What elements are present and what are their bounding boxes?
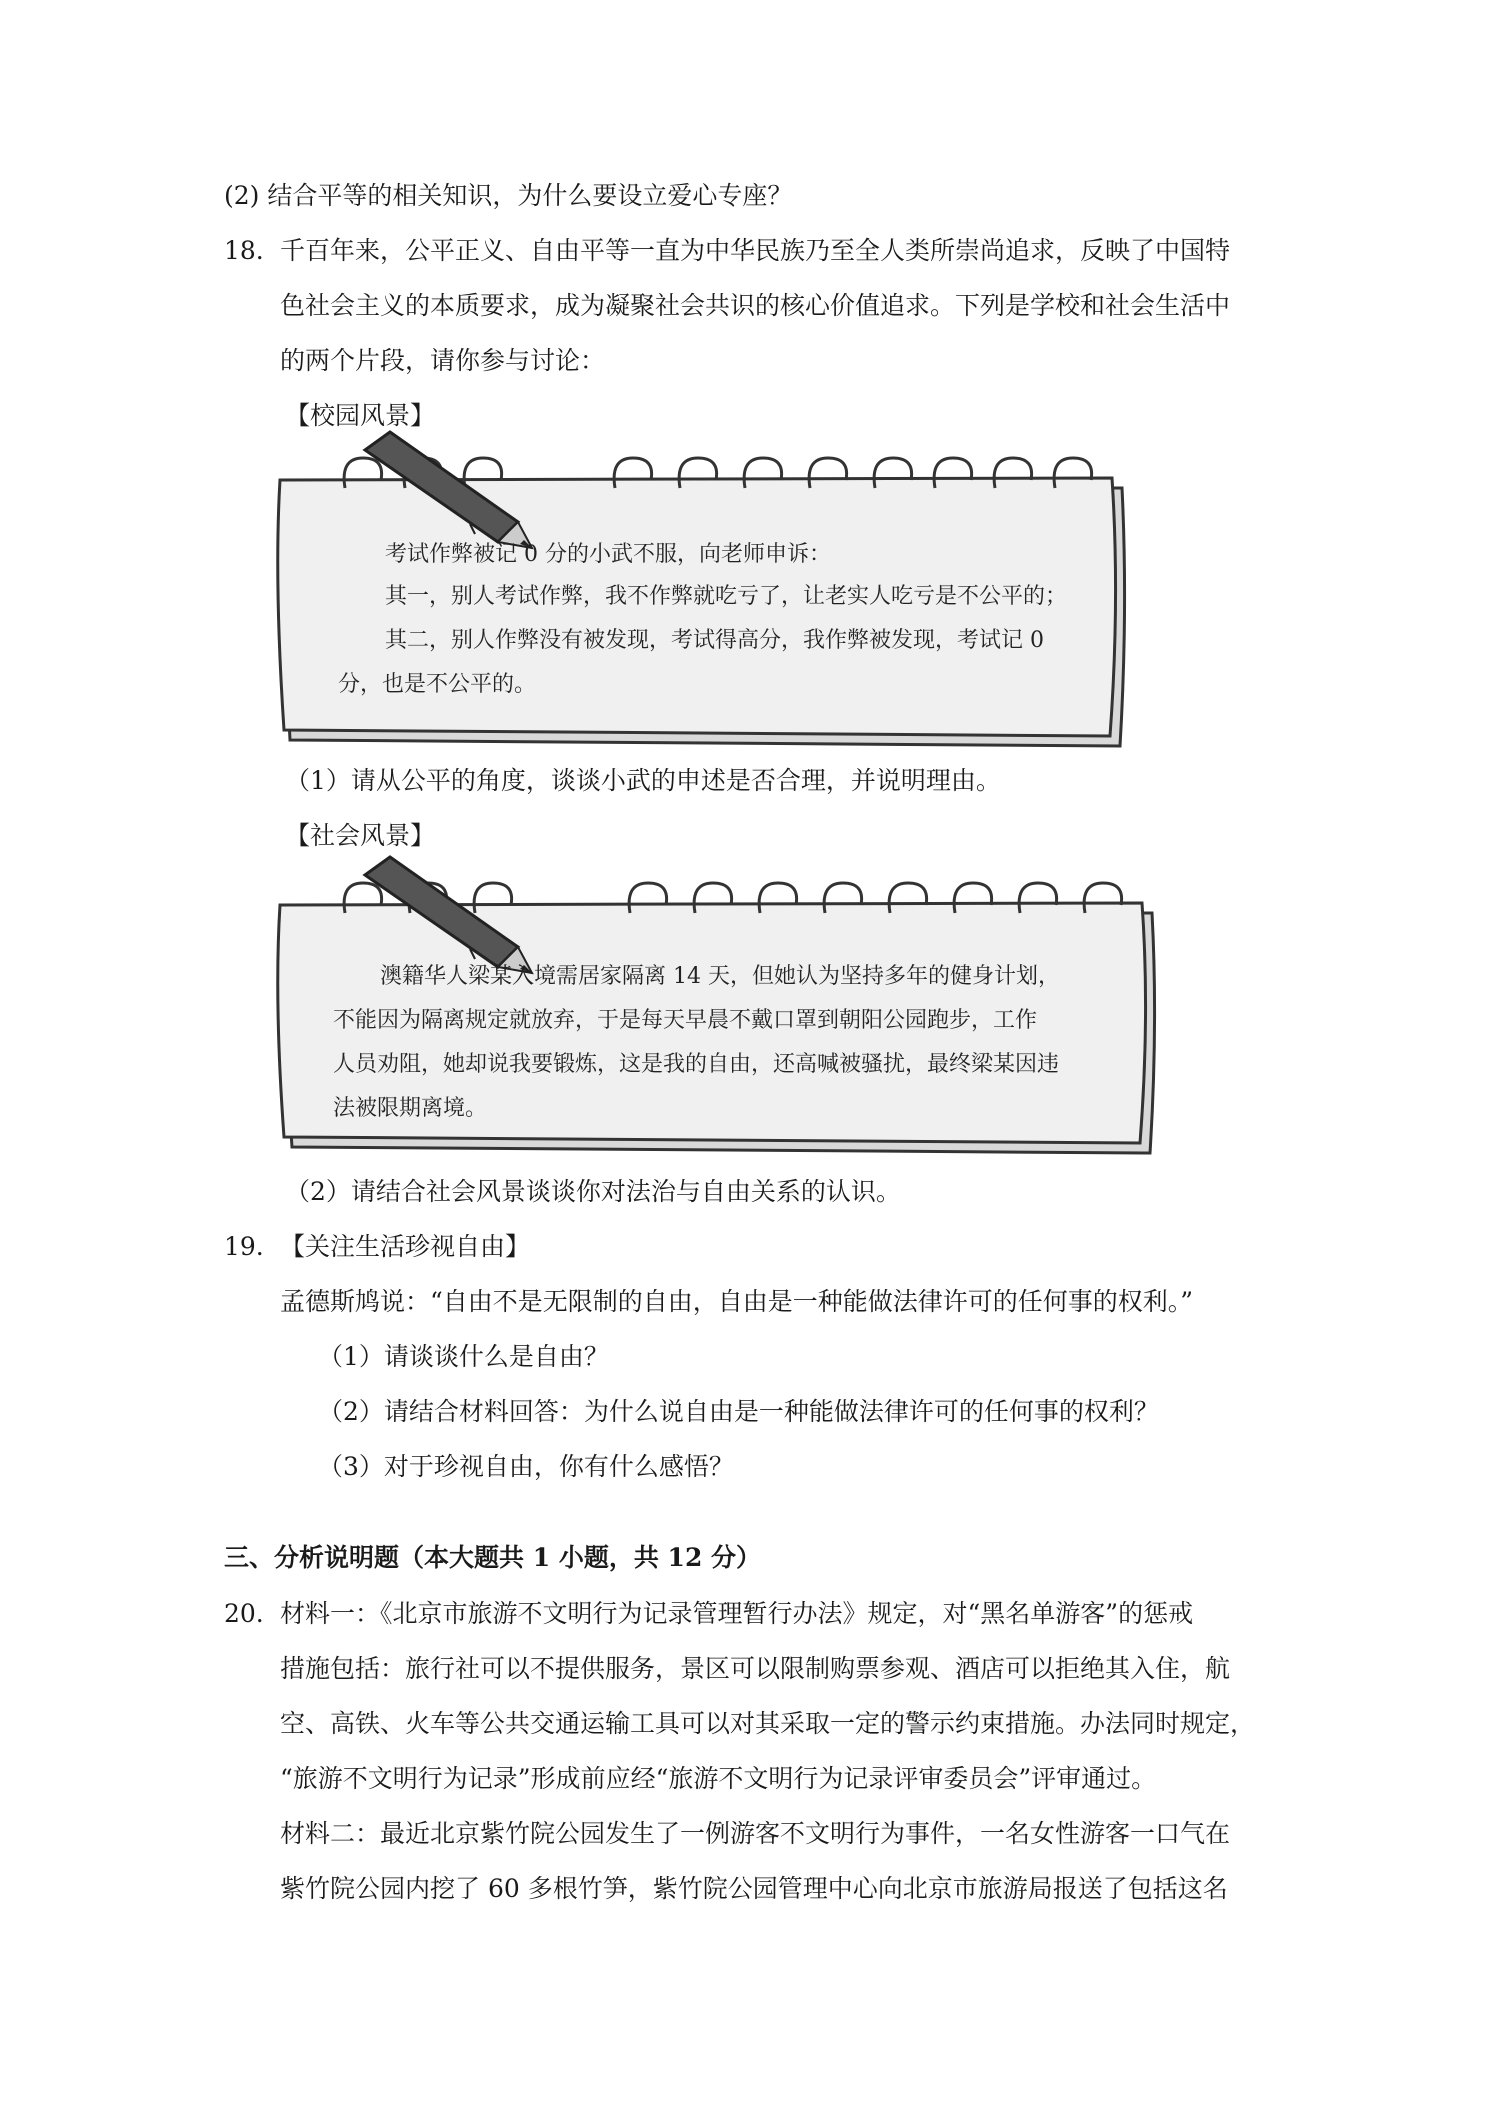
q20-line-6: 紫竹院公园内挖了 60 多根竹笋，紫竹院公园管理中心向北京市旅游局报送了包括这名 [280, 1874, 1228, 1903]
section3-suffix: 分） [702, 1543, 762, 1572]
section3-count: 1 [532, 1543, 551, 1572]
q18-sub1: （1）请从公平的角度，谈谈小武的申述是否合理，并说明理由。 [285, 766, 1001, 795]
q19-title: 【关注生活珍视自由】 [280, 1232, 531, 1261]
section3-score: 12 [667, 1543, 703, 1572]
campus-box-line-1: 考试作弊被记 0 分的小武不服，向老师申诉： [385, 542, 831, 567]
q20-line-4: “旅游不文明行为记录”形成前应经“旅游不文明行为记录评审委员会”评审通过。 [280, 1764, 1157, 1793]
society-heading: 【社会风景】 [285, 821, 436, 850]
campus-heading: 【校园风景】 [285, 401, 436, 430]
society-box-line-3: 人员劝阻，她却说我要锻炼，这是我的自由，还高喊被骚扰，最终梁某因违 [333, 1052, 1060, 1077]
q20-number: 20. [224, 1599, 264, 1628]
campus-box-line-3: 其二，别人作弊没有被发现，考试得高分，我作弊被发现，考试记 0 [385, 628, 1044, 653]
q20-line-1: 材料一：《北京市旅游不文明行为记录管理暂行办法》规定，对“黑名单游客”的惩戒 [280, 1599, 1194, 1628]
q18-number: 18. [224, 236, 264, 265]
q20-line-5: 材料二：最近北京紫竹院公园发生了一例游客不文明行为事件，一名女性游客一口气在 [280, 1819, 1231, 1848]
campus-box-line-4: 分，也是不公平的。 [338, 672, 537, 697]
society-box-line-1: 澳籍华人梁某入境需居家隔离 14 天，但她认为坚持多年的健身计划， [380, 964, 1060, 989]
q19-sub-3: （3）对于珍视自由，你有什么感悟？ [318, 1452, 734, 1481]
section3-middle: 小题，共 [550, 1543, 668, 1572]
q18-stem-line-2: 色社会主义的本质要求，成为凝聚社会共识的核心价值追求。下列是学校和社会生活中 [280, 291, 1231, 320]
society-box-line-2: 不能因为隔离规定就放弃，于是每天早晨不戴口罩到朝阳公园跑步，工作 [333, 1008, 1038, 1033]
section3-prefix: 三、分析说明题（本大题共 [224, 1543, 533, 1572]
q19-number: 19. [224, 1232, 264, 1261]
campus-box-line-2: 其一，别人考试作弊，我不作弊就吃亏了，让老实人吃亏是不公平的； [385, 584, 1068, 609]
q18-sub2: （2）请结合社会风景谈谈你对法治与自由关系的认识。 [285, 1177, 901, 1206]
q20-line-3: 空、高铁、火车等公共交通运输工具可以对其采取一定的警示约束措施。办法同时规定， [280, 1709, 1256, 1738]
q19-sub-1: （1）请谈谈什么是自由？ [318, 1342, 609, 1371]
society-box-line-4: 法被限期离境。 [333, 1096, 488, 1121]
q20-line-2: 措施包括：旅行社可以不提供服务，景区可以限制购票参观、酒店可以拒绝其入住，航 [280, 1654, 1231, 1683]
q19-sub-2: （2）请结合材料回答：为什么说自由是一种能做法律许可的任何事的权利？ [318, 1397, 1159, 1426]
q18-stem-line-1: 千百年来，公平正义、自由平等一直为中华民族乃至全人类所崇尚追求，反映了中国特 [280, 236, 1231, 265]
q19-quote: 孟德斯鸠说：“自由不是无限制的自由，自由是一种能做法律许可的任何事的权利。” [280, 1287, 1194, 1316]
q18-stem-line-3: 的两个片段，请你参与讨论： [280, 346, 606, 375]
q17-sub2: (2) 结合平等的相关知识，为什么要设立爱心专座？ [224, 181, 793, 210]
section3-heading [224, 1540, 761, 1576]
